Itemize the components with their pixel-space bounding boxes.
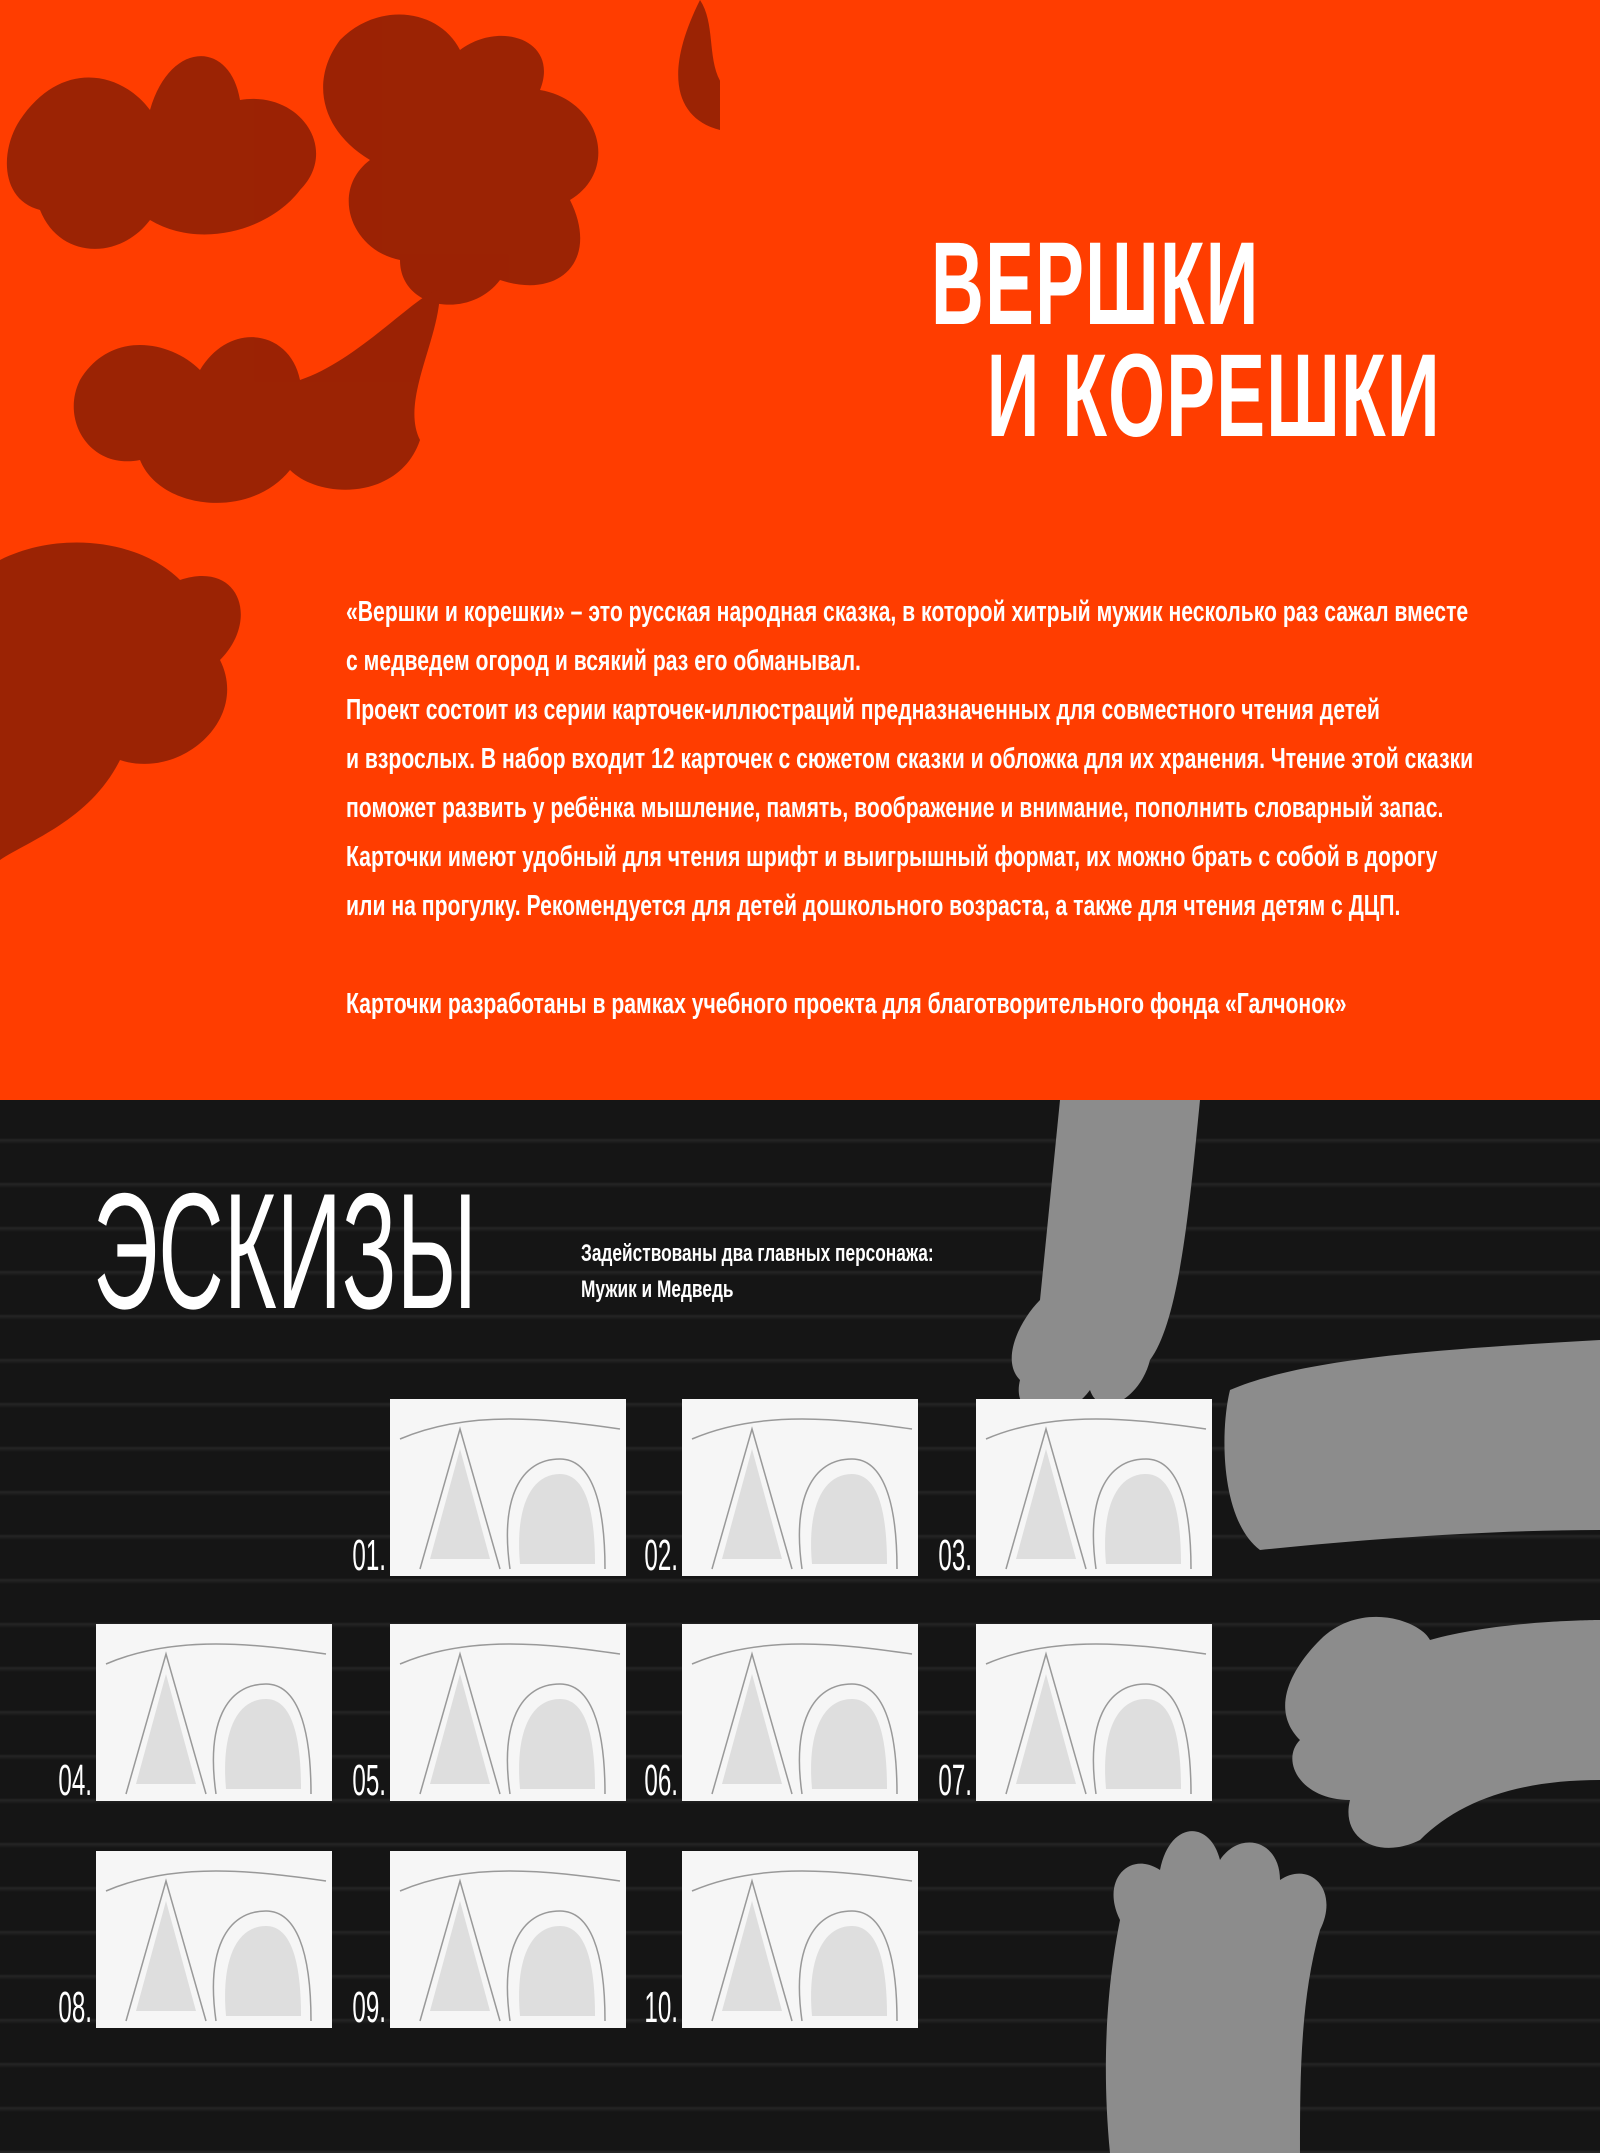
sketch-number: 07.	[938, 1756, 972, 1805]
pencil-sketch-image	[96, 1851, 332, 2028]
sketch-thumbnail[interactable]	[682, 1851, 918, 2028]
description-line: Проект состоит из серии карточек-иллюстраций предназначенных для совместного чтения детей	[346, 694, 1380, 726]
sketches-subtitle	[581, 1236, 934, 1308]
sketch-thumbnail[interactable]	[390, 1624, 626, 1801]
pencil-sketch-image	[390, 1399, 626, 1576]
description-line: «Вершки и корешки» – это русская народная сказка, в которой хитрый мужик несколько раз сажал вместе	[346, 596, 1469, 628]
project-title	[931, 218, 1441, 462]
subtitle-line-2: Мужик и Медведь	[581, 1276, 734, 1303]
pencil-sketch-image	[390, 1851, 626, 2028]
description-line: поможет развить у ребёнка мышление, память, воображение и внимание, пополнить словарный запас.	[346, 792, 1444, 824]
sketch-number: 09.	[352, 1983, 386, 2032]
sketches-section	[0, 1100, 1600, 2153]
pencil-sketch-image	[682, 1851, 918, 2028]
description-line: или на прогулку. Рекомендуется для детей дошкольного возраста, а также для чтения детям с ДЦП.	[346, 890, 1401, 922]
sketch-thumbnail[interactable]	[96, 1624, 332, 1801]
sketch-thumbnail[interactable]	[976, 1624, 1212, 1801]
title-line-2: И КОРЕШКИ	[986, 330, 1441, 462]
description-line: Карточки имеют удобный для чтения шрифт и выигрышный формат, их можно брать с собой в дорогу	[346, 841, 1438, 873]
pencil-sketch-image	[96, 1624, 332, 1801]
sketch-thumbnail[interactable]	[682, 1399, 918, 1576]
sketch-thumbnail[interactable]	[976, 1399, 1212, 1576]
description-line: с медведем огород и всякий раз его обманывал.	[346, 645, 861, 677]
sketch-number: 06.	[644, 1756, 678, 1805]
project-description	[346, 588, 1474, 1029]
sketch-thumbnail[interactable]	[96, 1851, 332, 2028]
sketch-number: 04.	[58, 1756, 92, 1805]
title-line-1: ВЕРШКИ	[931, 218, 1260, 350]
sketch-number: 05.	[352, 1756, 386, 1805]
sketch-thumbnail[interactable]	[390, 1399, 626, 1576]
sketches-heading: ЭСКИЗЫ	[93, 1159, 478, 1343]
pencil-sketch-image	[390, 1624, 626, 1801]
sketch-number: 01.	[352, 1531, 386, 1580]
subtitle-line-1: Задействованы два главных персонажа:	[581, 1240, 934, 1267]
sketch-number: 08.	[58, 1983, 92, 2032]
pencil-sketch-image	[976, 1399, 1212, 1576]
footer-note: Карточки разработаны в рамках учебного проекта для благотворительного фонда «Галчонок»	[346, 988, 1347, 1020]
pencil-sketch-image	[682, 1399, 918, 1576]
sketch-number: 03.	[938, 1531, 972, 1580]
sketch-thumbnail[interactable]	[682, 1624, 918, 1801]
pencil-sketch-image	[976, 1624, 1212, 1801]
sketch-number: 02.	[644, 1531, 678, 1580]
sketch-thumbnail[interactable]	[390, 1851, 626, 2028]
description-line: и взрослых. В набор входит 12 карточек с сюжетом сказки и обложка для их хранения. Чтение этой сказки	[346, 743, 1474, 775]
sketch-number: 10.	[644, 1983, 678, 2032]
pencil-sketch-image	[682, 1624, 918, 1801]
